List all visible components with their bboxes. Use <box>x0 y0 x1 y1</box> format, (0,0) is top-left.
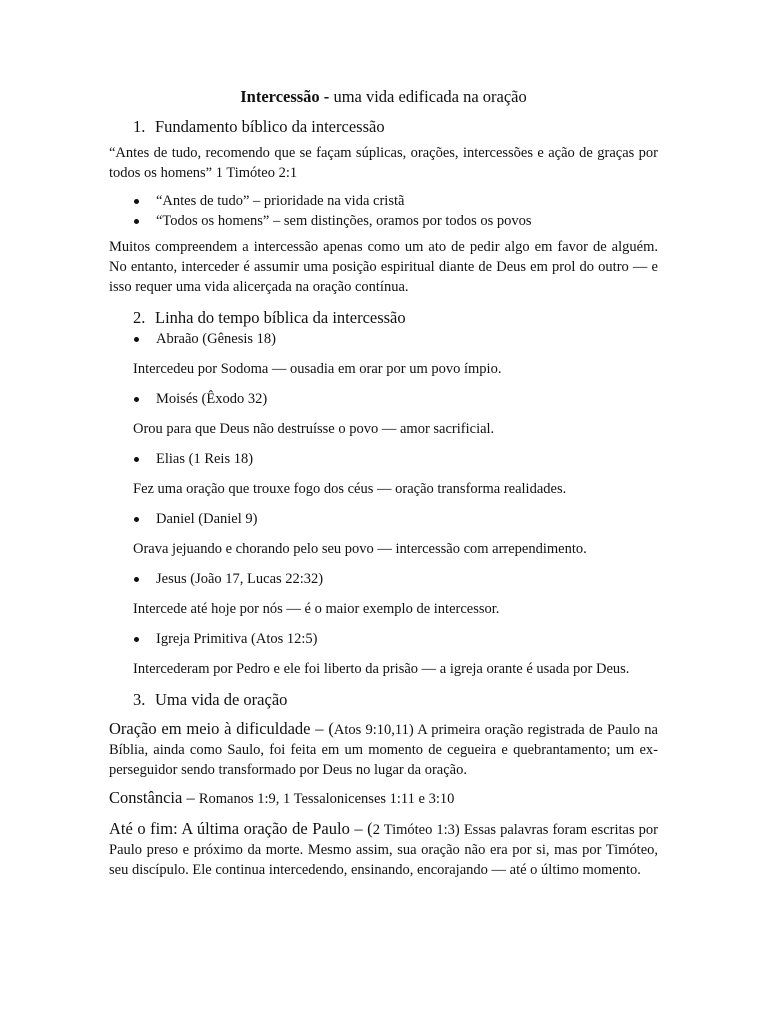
section3-heading <box>109 689 658 711</box>
timeline-item-elias: Elias (1 Reis 18) <box>109 449 658 469</box>
p3-ref: 2 Timóteo 1:3) <box>372 822 460 838</box>
p3-text: Essas palavras foram escritas por Paulo preso e próximo da morte. Mesmo assim, sua oração não era por si, mas por Timóteo, seu discípulo. Ele continua intercedendo, ensinando, encorajando — até o último momento. <box>109 822 658 878</box>
p1-ref: Atos 9:10,11) <box>333 722 414 738</box>
p3-lead: Até o fim: A última oração de Paulo – ( <box>109 819 373 838</box>
section1-heading-text: Fundamento bíblico da intercessão <box>155 117 385 136</box>
section1-quote: “Antes de tudo, recomendo que se façam súplicas, orações, intercessões e ação de graças por todos os homens” 1 Timóteo 2:1 <box>109 145 658 181</box>
title-rest: uma vida edificada na oração <box>329 87 527 106</box>
timeline-desc-igreja: Intercederam por Pedro e ele foi liberto da prisão — a igreja orante é usada por Deus. <box>133 661 630 677</box>
title-bold: Intercessão - <box>240 87 330 106</box>
timeline-desc-elias: Fez uma oração que trouxe fogo dos céus — oração transforma realidades. <box>133 481 567 497</box>
timeline-item-igreja: Igreja Primitiva (Atos 12:5) <box>109 629 658 649</box>
section3-number: 3. <box>133 690 146 709</box>
document-title <box>109 86 658 108</box>
section3-paragraph-3 <box>109 819 658 880</box>
section1-number: 1. <box>133 117 146 136</box>
timeline-item-abraao: Abraão (Gênesis 18) <box>109 329 658 349</box>
section1-bullet-2: “Todos os homens” – sem distinções, oramos por todos os povos <box>109 211 658 231</box>
timeline-item-moises: Moisés (Êxodo 32) <box>109 389 658 409</box>
section1-paragraph: Muitos compreendem a intercessão apenas como um ato de pedir algo em favor de alguém. No entanto, interceder é assumir uma posição espiritual diante de Deus em prol do outro — e isso requer uma vida alicerçada na oração contínua. <box>109 239 658 295</box>
section2-heading <box>109 307 658 329</box>
section1-bullet-1: “Antes de tudo” – prioridade na vida cristã <box>109 191 658 211</box>
section1-bullet-list <box>109 191 658 231</box>
timeline-desc-jesus: Intercede até hoje por nós — é o maior exemplo de intercessor. <box>133 601 500 617</box>
p1-text: A primeira oração registrada de Paulo na Bíblia, ainda como Saulo, foi feita em um momento de cegueira e quebrantamento; um ex-perseguidor sendo transformado por Deus no lugar da oração. <box>109 722 658 778</box>
section3-paragraph-1 <box>109 719 658 780</box>
section3-heading-text: Uma vida de oração <box>155 690 288 709</box>
section3-paragraph-2 <box>109 788 658 809</box>
timeline <box>109 329 658 679</box>
section1-heading <box>109 116 658 138</box>
document-page <box>109 86 658 880</box>
section2-number: 2. <box>133 308 146 327</box>
timeline-desc-moises: Orou para que Deus não destruísse o povo — amor sacrificial. <box>133 421 495 437</box>
p2-lead: Constância – <box>109 788 199 807</box>
p1-lead: Oração em meio à dificuldade – ( <box>109 719 334 738</box>
timeline-desc-daniel: Orava jejuando e chorando pelo seu povo — intercessão com arrependimento. <box>133 541 587 557</box>
timeline-item-jesus: Jesus (João 17, Lucas 22:32) <box>109 569 658 589</box>
timeline-desc-abraao: Intercedeu por Sodoma — ousadia em orar por um povo ímpio. <box>133 361 502 377</box>
timeline-item-daniel: Daniel (Daniel 9) <box>109 509 658 529</box>
section2-heading-text: Linha do tempo bíblica da intercessão <box>155 308 406 327</box>
p2-ref: Romanos 1:9, 1 Tessalonicenses 1:11 e 3:10 <box>198 791 455 807</box>
